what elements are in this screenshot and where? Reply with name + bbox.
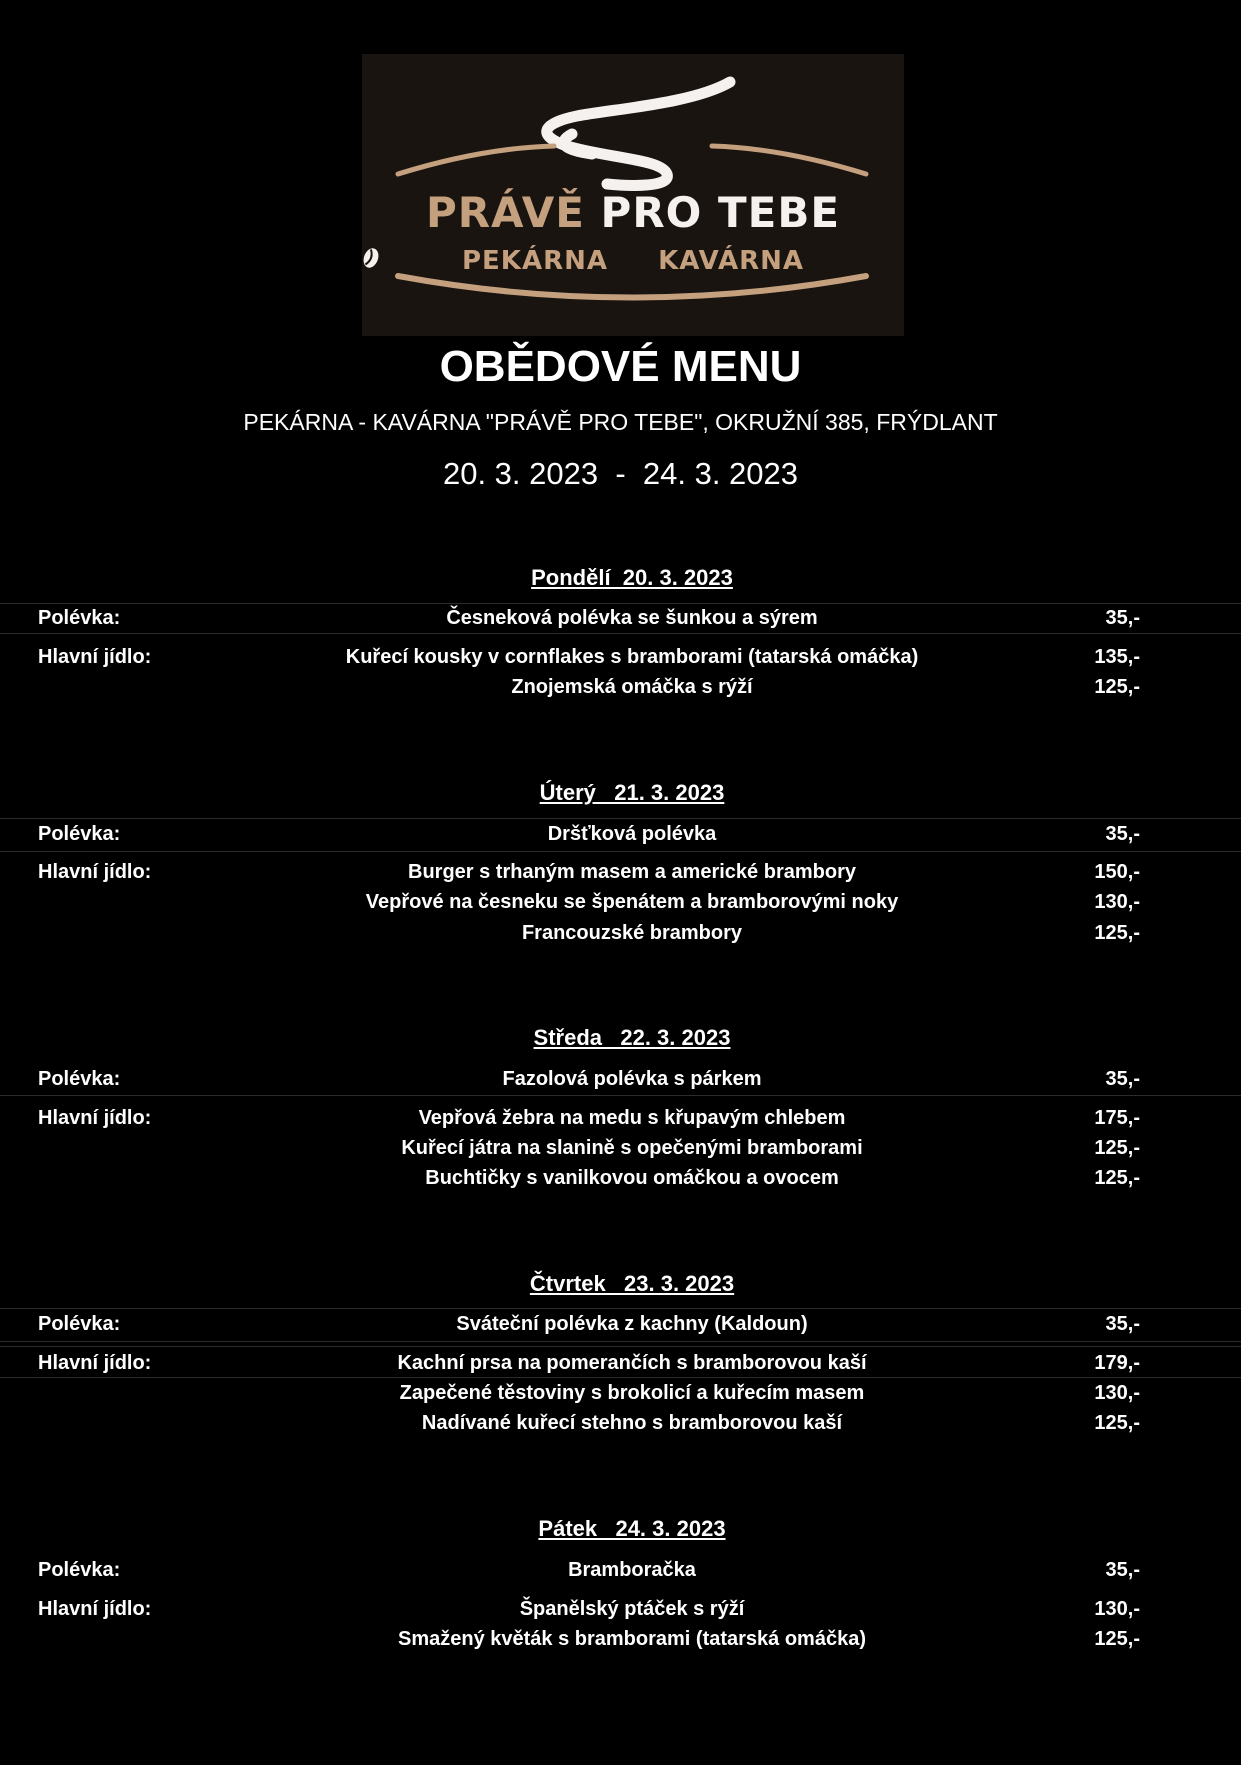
dish-name: Sváteční polévka z kachny (Kaldoun) [456,1313,808,1335]
dish-name: Česneková polévka se šunkou a sýrem [446,607,818,629]
main-label: Hlavní jídlo: [38,861,152,883]
day-heading-monday: Pondělí 20. 3. 2023 [531,565,733,590]
soup-label: Polévka: [38,1559,121,1581]
main-row [0,858,1241,886]
main-row [0,1134,1241,1162]
dish-price: 130,- [1094,891,1140,913]
main-row [0,1164,1241,1192]
main-row [0,1379,1241,1407]
dish-price: 150,- [1094,861,1140,883]
dish-price: 35,- [1105,823,1140,845]
main-row [0,888,1241,916]
main-row [0,1349,1241,1377]
dish-name: Vepřová žebra na medu s křupavým chlebem [418,1107,846,1129]
divider [0,818,1241,819]
day-heading-tuesday: Úterý 21. 3. 2023 [539,780,725,805]
top-right-arc [712,146,866,174]
dish-price: 35,- [1105,607,1140,629]
steam-icon [547,82,730,185]
divider [0,1341,1241,1342]
soup-row [0,1556,1241,1584]
soup-label: Polévka: [38,1068,121,1090]
address: PEKÁRNA - KAVÁRNA "PRÁVĚ PRO TEBE", OKRUŽNÍ 385, FRÝDLANT [243,409,998,435]
dish-price: 179,- [1094,1352,1140,1374]
dish-name: Francouzské brambory [521,922,743,944]
dish-name: Burger s trhaným masem a americké brambory [408,861,856,883]
dish-price: 175,- [1094,1107,1140,1129]
divider [0,1095,1241,1096]
logo-sub-left: PEKÁRNA [461,246,608,276]
main-row [0,1595,1241,1623]
logo-name-part2: PRO TEBE [600,188,841,237]
dish-price: 130,- [1094,1598,1140,1620]
dish-name: Kuřecí kousky v cornflakes s bramborami (tatarská omáčka) [345,646,919,668]
day-heading-wednesday: Středa 22. 3. 2023 [533,1025,731,1050]
logo-name [362,188,904,237]
dish-name: Fazolová polévka s párkem [502,1068,762,1090]
dish-price: 35,- [1105,1313,1140,1335]
logo-name-part1: PRÁVĚ [425,188,585,237]
day-heading-friday: Pátek 24. 3. 2023 [538,1516,726,1541]
dish-name: Vepřové na česneku se špenátem a bramborovými noky [365,891,899,913]
dish-price: 125,- [1094,1412,1140,1434]
dish-name: Buchtičky s vanilkovou omáčkou a ovocem [425,1167,839,1189]
dish-name: Znojemská omáčka s rýží [511,676,753,698]
dish-price: 35,- [1105,1068,1140,1090]
logo-subtitle [362,246,904,276]
main-label: Hlavní jídlo: [38,1107,152,1129]
date-range: 20. 3. 2023 - 24. 3. 2023 [442,456,799,491]
divider [0,851,1241,852]
divider [0,1308,1241,1309]
main-row [0,1625,1241,1653]
logo [362,54,904,336]
divider [0,1346,1241,1347]
soup-label: Polévka: [38,823,121,845]
main-row [0,643,1241,671]
dish-name: Kuřecí játra na slanině s opečenými bramborami [401,1137,863,1159]
logo-sub-right: KAVÁRNA [658,246,804,276]
main-row [0,919,1241,947]
soup-label: Polévka: [38,1313,121,1335]
divider [0,633,1241,634]
page-title: OBĚDOVÉ MENU [439,342,802,391]
main-row [0,1409,1241,1437]
dish-name: Smažený květák s bramborami (tatarská omáčka) [397,1628,866,1650]
dish-price: 35,- [1105,1559,1140,1581]
soup-row [0,604,1241,632]
dish-price: 125,- [1094,922,1140,944]
dish-name: Španělský ptáček s rýží [519,1598,745,1620]
dish-price: 125,- [1094,1628,1140,1650]
bottom-arc [398,276,866,298]
dish-name: Nadívané kuřecí stehno s bramborovou kaší [421,1412,843,1434]
dish-price: 130,- [1094,1382,1140,1404]
dish-price: 125,- [1094,676,1140,698]
top-left-arc [398,146,554,174]
soup-row [0,820,1241,848]
main-label: Hlavní jídlo: [38,1598,152,1620]
dish-price: 135,- [1094,646,1140,668]
soup-label: Polévka: [38,607,121,629]
day-heading-thursday: Čtvrtek 23. 3. 2023 [529,1271,735,1296]
main-label: Hlavní jídlo: [38,646,152,668]
soup-row [0,1065,1241,1093]
dish-price: 125,- [1094,1137,1140,1159]
soup-row [0,1310,1241,1338]
dish-name: Kachní prsa na pomerančích s bramborovou kaší [397,1352,867,1374]
dish-price: 125,- [1094,1167,1140,1189]
dish-name: Dršťková polévka [547,823,717,845]
dish-name: Zapečené těstoviny s brokolicí a kuřecím masem [399,1382,865,1404]
main-row [0,673,1241,701]
main-label: Hlavní jídlo: [38,1352,152,1374]
dish-name: Bramboračka [568,1559,696,1581]
main-row [0,1104,1241,1132]
divider [0,1377,1241,1378]
